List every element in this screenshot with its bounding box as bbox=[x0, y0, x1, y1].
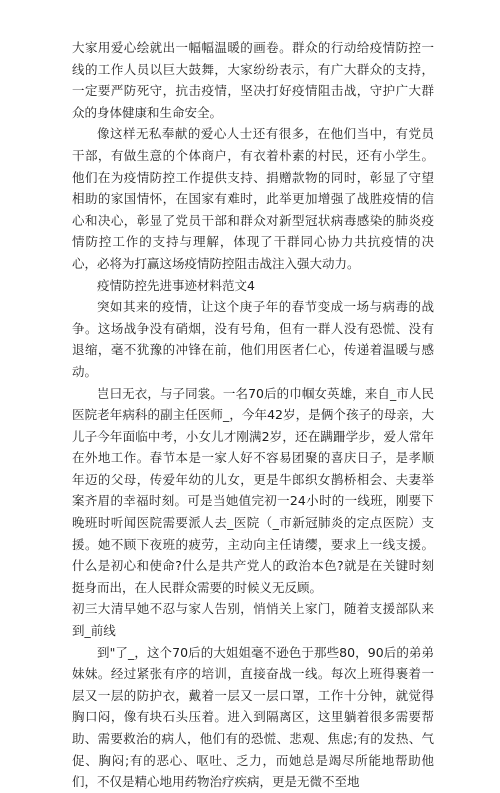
paragraph-2: 像这样无私奉献的爱心人士还有很多，在他们当中，有党员干部，有做生意的个体商户，有衣着朴素的村民，还有小学生。他们在为疫情防控工作提供支持、捐赠款物的同时，彰显了守望相助的家国情怀，在国家有难时，此举更加增强了战胜疫情的信心和决心，彰显了党员干部和群众对新型冠状病毒感染的肺炎疫情防控工作的支持与理解，体现了干群同心协力共抗疫情的决心，必将为打赢这场疫情防控阻击战注入强大动力。 bbox=[72, 126, 434, 271]
paragraph-3: 突如其来的疫情，让这个庚子年的春节变成一场与病毒的战争。这场战争没有硝烟，没有号角，但有一群人没有恐慌、没有退缩，毫不犹豫的冲锋在前，他们用医者仁心，传递着温暖与感动。 bbox=[72, 299, 434, 379]
paragraph-6: 到"了_，这个70后的大姐姐毫不逊色于那些80，90后的弟弟妹妹。经过紧张有序的培训，直接奋战一线。每次上班得裹着一层又一层的防护衣，戴着一层又一层口罩，工作十分钟，就觉得胸口闷，像有块石头压着。进入到隔离区，这里躺着很多需要帮助、需要救治的病人，他们有的恐慌、悲观、焦虑;有的发热、气促、胸闷;有的恶心、呕吐、乏力，而她总是竭尽所能地帮助他们，不仅是精心地用药物治疗疾病，更是无微不至地 bbox=[72, 644, 434, 790]
paragraph-5: 初三大清早她不忍与家人告别，悄悄关上家门，随着支援部队来到_前线 bbox=[72, 601, 434, 639]
section-heading: 疫情防控先进事迹材料范文4 bbox=[97, 277, 255, 293]
paragraph-1: 大家用爱心绘就出一幅幅温暖的画卷。群众的行动给疫情防控一线的工作人员以巨大鼓舞，大家纷纷表示，有广大群众的支持，一定要严防死守，抗击疫情，坚决打好疫情阻击战，守护广大群众的身体健康和生命安全。 bbox=[72, 40, 434, 120]
paragraph-4: 岂曰无衣，与子同裳。一名70后的巾帼女英雄，来自_市人民医院老年病科的副主任医师_，今年42岁，是俩个孩子的母亲，大儿子今年面临中考，小女儿才刚满2岁，还在蹒跚学步，爱人常年在外地工作。春节本是一家人好不容易团聚的喜庆日子，是孝顺年迈的父母，传爱年幼的儿女，更是牛郎织女鹊桥相会、夫妻举案齐眉的幸福时刻。可是当她值完初一24小时的一线班，刚要下晚班时听闻医院需要派人去_医院（_市新冠肺炎的定点医院）支援。她不顾下夜班的疲劳，主动向主任请缨，要求上一线支援。什么是初心和使命?什么是共产党人的政治本色?就是在关键时刻挺身而出，在人民群众需要的时候义无反顾。 bbox=[72, 385, 434, 595]
document-page bbox=[72, 37, 434, 793]
